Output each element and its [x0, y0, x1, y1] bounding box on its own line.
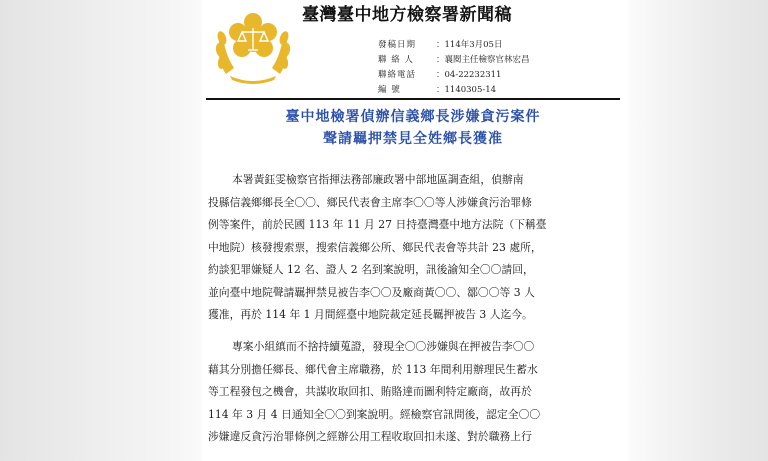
press-release-page	[202, 0, 626, 461]
paragraph-line: 中地院）核發搜索票，搜索信義鄉公所、鄉民代表會等共計 23 處所，	[208, 240, 542, 254]
left-blur-margin	[0, 0, 202, 461]
header-divider	[206, 98, 620, 100]
paragraph-line: 藉其分別擔任鄉長、鄉代會主席職務，於 113 年間利用辦理民生蓄水	[208, 362, 538, 376]
paragraph-line: 涉嫌違反貪污治罪條例之經辦公用工程收取回扣未遂、對於職務上行	[208, 430, 532, 443]
paragraph-line: 等工程發包之機會，共謀收取回扣、賄賂達而圖利特定廠商，故再於	[208, 385, 532, 398]
paragraph-line: 114 年 3 月 4 日通知全〇〇到案說明。經檢察官訊問後，認定全〇〇	[208, 407, 541, 421]
headline-line-1: 臺中地檢署偵辦信義鄉長涉嫌貪污案件	[285, 109, 541, 125]
paragraph-line: 約談犯罪嫌疑人 12 名、證人 2 名到案說明，訊後諭知全〇〇請回，	[208, 263, 534, 276]
release-metadata	[378, 38, 622, 98]
right-blur-margin	[628, 0, 768, 461]
prosecutors-office-emblem	[208, 8, 298, 88]
meta-value: 04-22232311	[444, 70, 502, 80]
paragraph-line: 獲准，再於 114 年 1 月間經臺中地院裁定延長羈押被告 3 人迄今。	[208, 308, 533, 321]
paragraph-line: 並向臺中地院聲請羈押禁見被告李〇〇及廠商黃〇〇、鄒〇〇等 3 人	[208, 285, 535, 299]
body-paragraph-1	[208, 169, 620, 327]
meta-row-phone: 聯絡電話 ： 04-22232311	[378, 68, 622, 83]
paragraph-line: 本署黃鈺雯檢察官指揮法務部廉政署中部地區調查組，偵辦南	[232, 173, 524, 186]
paragraph-line: 投縣信義鄉鄉長全〇〇、鄉民代表會主席李〇〇等人涉嫌貪污治罪條	[208, 195, 532, 209]
meta-label: 編 號	[378, 85, 401, 95]
body-paragraph-2	[208, 336, 620, 449]
meta-label: 聯 絡 人	[378, 55, 414, 65]
headline-line-2: 聲請羈押禁見全姓鄉長獲准	[323, 131, 503, 147]
meta-row-contact: 聯 絡 人 ： 襄閱主任檢察官林宏昌	[378, 53, 622, 68]
meta-value: 114年3月05日	[444, 40, 503, 50]
meta-value: 1140305-14	[444, 85, 497, 95]
paragraph-line: 例等案件，前於民國 113 年 11 月 27 日持臺灣臺中地方法院（下稱臺	[208, 218, 547, 231]
meta-row-date: 發稿日期 ： 114年3月05日	[378, 38, 622, 53]
meta-row-number: 編 號 ： 1140305-14	[378, 83, 622, 98]
agency-title: 臺灣臺中地方檢察署新聞稿	[302, 5, 512, 25]
paragraph-line: 專案小組縝而不捨持續蒐證，發現全〇〇涉嫌與在押被告李〇〇	[232, 340, 535, 353]
meta-label: 發稿日期	[378, 40, 417, 50]
meta-value: 襄閱主任檢察官林宏昌	[444, 55, 530, 65]
meta-label: 聯絡電話	[378, 70, 417, 80]
